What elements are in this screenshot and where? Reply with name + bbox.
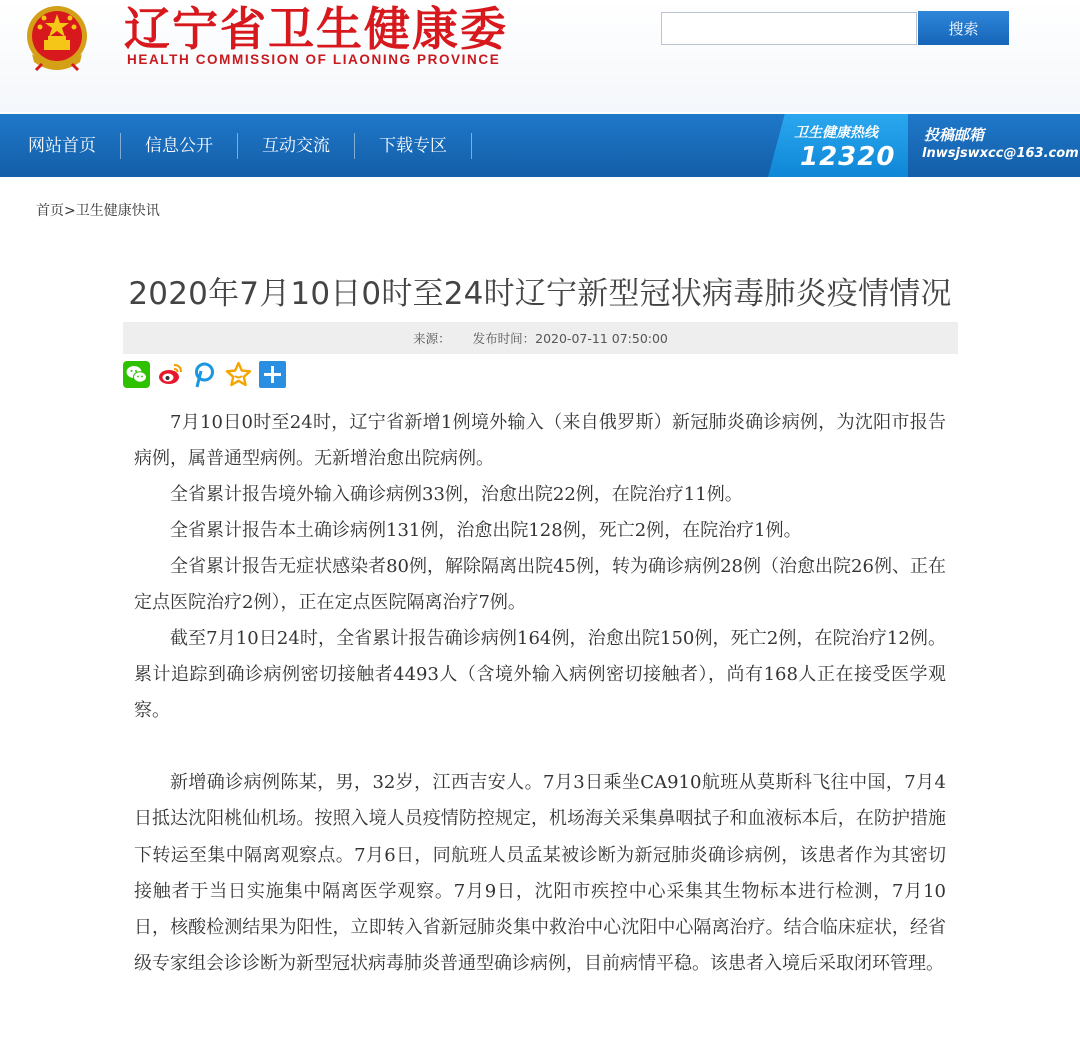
nav-item-home[interactable]: 网站首页 — [0, 133, 121, 159]
breadcrumb-separator: > — [64, 203, 76, 219]
article-title: 2020年7月10日0时至24时辽宁新型冠状病毒肺炎疫情情况 — [128, 276, 952, 312]
breadcrumb — [36, 200, 160, 220]
article-paragraph: 7月10日0时至24时，辽宁省新增1例境外输入（来自俄罗斯）新冠肺炎确诊病例，为沈阳市报告病例，属普通型病例。无新增治愈出院病例。 — [134, 412, 946, 469]
national-emblem-icon[interactable] — [22, 2, 92, 72]
article-paragraph: 截至7月10日24时，全省累计报告确诊病例164例，治愈出院150例，死亡2例，在院治疗12例。累计追踪到确诊病例密切接触者4493人（含境外输入病例密切接触者），尚有168人正在接受医学观察。 — [134, 628, 946, 721]
article-paragraph: 新增确诊病例陈某，男，32岁，江西吉安人。7月3日乘坐CA910航班从莫斯科飞往中国，7月4日抵达沈阳桃仙机场。按照入境人员疫情防控规定，机场海关采集鼻咽拭子和血液标本后，在防护措施下转运至集中隔离观察点。7月6日，同航班人员孟某被诊断为新冠肺炎确诊病例，该患者作为其密切接触者于当日实施集中隔离医学观察。7月9日，沈阳市疾控中心采集其生物标本进行检测，7月10日，核酸检测结果为阳性，立即转入省新冠肺炎集中救治中心沈阳中心隔离治疗。结合临床症状，经省级专家组会诊诊断为新型冠状病毒肺炎普通型确诊病例，目前病情平稳。该患者入境后采取闭环管理。 — [134, 772, 946, 975]
search-button[interactable]: 搜索 — [918, 11, 1009, 45]
pinterest-icon[interactable] — [191, 361, 218, 388]
nav-item-interaction[interactable]: 互动交流 — [238, 133, 355, 159]
article-paragraph: 全省累计报告本土确诊病例131例，治愈出院128例，死亡2例，在院治疗1例。 — [170, 520, 802, 541]
favorite-star-icon[interactable] — [225, 361, 252, 388]
share-bar — [123, 361, 286, 387]
site-subtitle: HEALTH COMMISSION OF LIAONING PROVINCE — [127, 52, 501, 67]
nav-item-downloads[interactable]: 下载专区 — [355, 133, 472, 159]
paragraph-spacer — [134, 729, 946, 765]
email-address[interactable]: lnwsjswxcc@163.com — [922, 146, 1079, 161]
main-nav — [0, 114, 1080, 177]
breadcrumb-home[interactable]: 首页 — [36, 203, 64, 219]
hotline-label: 卫生健康热线 — [794, 125, 878, 141]
article-paragraph: 全省累计报告境外输入确诊病例33例，治愈出院22例，在院治疗11例。 — [170, 484, 743, 505]
search-input[interactable] — [661, 12, 917, 45]
article-content — [134, 405, 946, 983]
nav-item-info-disclosure[interactable]: 信息公开 — [121, 133, 238, 159]
nav-items — [0, 114, 472, 177]
article-paragraph: 全省累计报告无症状感染者80例，解除隔离出院45例，转为确诊病例28例（治愈出院26例、正在定点医院治疗2例），正在定点医院隔离治疗7例。 — [134, 556, 946, 613]
email-label: 投稿邮箱 — [924, 126, 985, 144]
publish-time: 发布时间：2020-07-11 07:50:00 — [472, 331, 668, 346]
wechat-icon[interactable] — [123, 361, 150, 388]
more-plus-icon[interactable] — [259, 361, 286, 388]
hotline-number: 12320 — [800, 142, 896, 172]
article-meta-bar — [123, 322, 958, 354]
site-title[interactable]: 辽宁省卫生健康委 — [124, 2, 508, 56]
weibo-icon[interactable] — [157, 361, 184, 388]
site-header — [0, 0, 1080, 112]
breadcrumb-current[interactable]: 卫生健康快讯 — [75, 203, 160, 219]
source-label: 来源： — [413, 331, 451, 346]
